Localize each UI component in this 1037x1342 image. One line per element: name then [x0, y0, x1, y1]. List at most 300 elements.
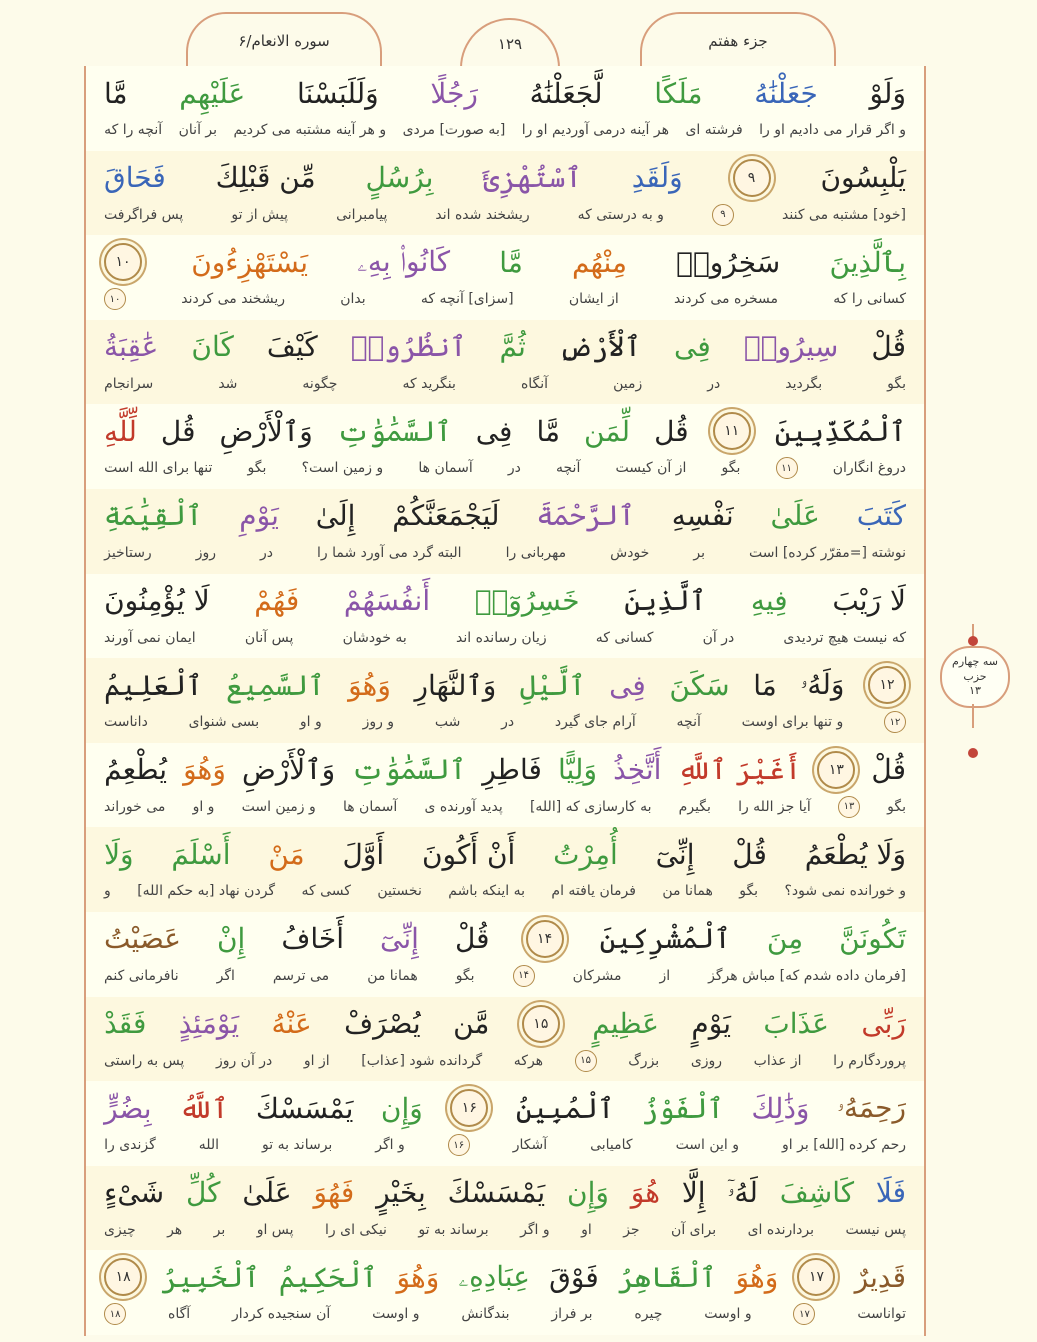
- translation-word: پس فراگرفت: [104, 206, 184, 223]
- arabic-word: وَلَا يُطْعَمُ: [804, 837, 906, 871]
- translation-word: [فرمان داده شدم که] مباش هرگز: [708, 967, 906, 984]
- translation-word: الله: [198, 1137, 220, 1154]
- arabic-word: عَنْهُ: [271, 1007, 312, 1041]
- arabic-word: مِّن قَبْلِكَ: [215, 161, 316, 195]
- verse-number-small: ۱۰: [104, 288, 126, 310]
- verse-row: [86, 997, 924, 1082]
- arabic-word: ٱللَّهُ: [179, 1091, 229, 1125]
- arabic-word: ٱلْفَوْزُ: [641, 1091, 724, 1125]
- translation-line: [104, 1047, 906, 1075]
- translation-word: [سزای] آنچه که: [420, 291, 514, 308]
- arabic-word: وَهُوَ: [183, 753, 226, 787]
- arabic-line: [104, 1001, 906, 1047]
- hizb-quarter-label: سه چهارم: [952, 654, 998, 668]
- verse-number-small: ۱۶: [448, 1134, 470, 1156]
- arabic-word: رَحِمَهُۥ: [836, 1091, 906, 1125]
- arabic-word: مَّا: [499, 245, 523, 279]
- arabic-word: مَّا: [104, 76, 128, 110]
- arabic-word: جَعَلْنَٰهُ: [754, 76, 818, 110]
- arabic-word: قَدِيرٌ: [854, 1260, 906, 1294]
- translation-word: پدید آورنده ی: [424, 798, 503, 815]
- arabic-line: [104, 831, 906, 877]
- translation-word: بسی شنوای: [188, 714, 260, 731]
- arabic-word: فَاطِرِ: [482, 753, 542, 787]
- translation-word: بگو: [887, 375, 906, 392]
- translation-word: و به درستی که: [577, 206, 664, 223]
- arabic-line: [104, 155, 906, 201]
- verse-number-small: ۱۸: [104, 1303, 126, 1325]
- translation-word: مشرکان: [572, 967, 622, 984]
- arabic-word: فَهُمْ: [254, 584, 300, 618]
- arabic-word: ٱلسَّمَٰوَٰتِ: [351, 753, 467, 787]
- arabic-word: يَسْتَهْزِءُونَ: [191, 245, 309, 279]
- translation-word: و اگر: [375, 1137, 405, 1154]
- verse-number-small: ۱۳: [838, 796, 860, 818]
- translation-word: البته گرد می آورد شما را: [317, 544, 462, 561]
- arabic-word: فِيهِ: [750, 584, 788, 618]
- translation-word: بگو: [455, 967, 475, 984]
- arabic-word: وَلَوْ: [869, 76, 906, 110]
- translation-word: آنچه: [676, 714, 701, 731]
- arabic-word: سَكَنَ: [669, 668, 730, 702]
- arabic-word: يُصْرَفْ: [344, 1007, 421, 1041]
- verse-number-marker: ۱۴: [526, 920, 564, 958]
- translation-word: جز: [623, 1221, 640, 1238]
- translation-word: همانا من: [662, 883, 713, 900]
- arabic-word: بِٱلَّذِينَ: [829, 245, 906, 279]
- verse-row: [86, 574, 924, 659]
- translation-word: و زمین است؟: [301, 460, 384, 477]
- arabic-word: ٱلْعَلِيمُ: [104, 668, 203, 702]
- translation-line: [104, 116, 906, 144]
- arabic-word: ٱلْمُكَذِّبِينَ: [774, 414, 906, 448]
- translation-line: [104, 1300, 906, 1328]
- translation-word: آنچه را که: [104, 122, 163, 138]
- arabic-word: عَصَيْتُ: [104, 922, 181, 956]
- translation-word: کسانی را که: [833, 291, 906, 308]
- verse-number-marker: ۱۱: [713, 412, 751, 450]
- translation-word: برساند به تو: [262, 1137, 333, 1154]
- translation-word: کسانی که: [595, 629, 654, 646]
- arabic-word: إِلَّا: [681, 1176, 706, 1210]
- translation-word: گردانده شود [عذاب]: [361, 1052, 483, 1069]
- arabic-word: لِّلَّهِ: [104, 414, 137, 448]
- arabic-word: ٱلْقِيَٰمَةِ: [104, 499, 203, 533]
- quran-page-frame: [84, 66, 926, 1336]
- arabic-word: يَمْسَسْكَ: [255, 1091, 354, 1125]
- arabic-word: أَنْ أَكُونَ: [421, 837, 516, 871]
- translation-word: کسی که: [301, 883, 351, 900]
- arabic-word: ٱلَّيْلِ: [519, 668, 586, 702]
- arabic-word: تَكُونَنَّ: [839, 922, 906, 956]
- arabic-word: بِرُسُلٍ: [365, 161, 434, 195]
- arabic-word: ٱلسَّمِيعُ: [226, 668, 325, 702]
- translation-word: شد: [218, 375, 238, 392]
- verse-number-marker: ۱۵: [522, 1005, 560, 1043]
- verse-row: [86, 66, 924, 151]
- verse-row: [86, 320, 924, 405]
- arabic-word: لَهُۥٓ: [727, 1175, 758, 1209]
- arabic-word: مَلَكًا: [654, 76, 703, 110]
- arabic-word: وَلِيًّا: [557, 753, 597, 787]
- translation-word: و او: [299, 714, 322, 731]
- arabic-word: ٱلْحَكِيمُ: [278, 1260, 378, 1294]
- translation-word: پس آنان: [244, 629, 294, 646]
- surah-title: سوره الانعام/۶: [186, 12, 382, 68]
- translation-word: در: [707, 375, 721, 392]
- arabic-word: ٱلَّذِينَ: [624, 584, 707, 618]
- translation-word: تواناست: [857, 1306, 906, 1323]
- translation-line: [104, 285, 906, 313]
- arabic-word: ٱلْخَبِيرُ: [161, 1260, 260, 1294]
- translation-word: از ایشان: [568, 291, 619, 308]
- translation-word: بر آنان: [178, 122, 218, 138]
- translation-word: فرمان یافته ام: [551, 883, 636, 900]
- translation-word: بزرگ: [628, 1052, 660, 1069]
- arabic-word: عَظِيمٍ: [592, 1007, 659, 1041]
- translation-word: و تنها برای اوست: [741, 714, 844, 731]
- translation-word: به کارسازی که [الله]: [529, 798, 652, 815]
- arabic-word: أَنفُسَهُمْ: [343, 584, 431, 618]
- arabic-word: ٱلْأَرْضِ: [558, 330, 641, 364]
- translation-word: چیزی: [104, 1221, 136, 1238]
- arabic-word: كُلِّ: [185, 1176, 221, 1210]
- verse-number-marker: ۱۸: [104, 1258, 142, 1296]
- translation-word: بر فراز: [551, 1306, 593, 1323]
- arabic-word: هُوَ: [630, 1176, 660, 1210]
- translation-word: پس به راستی: [104, 1052, 185, 1069]
- translation-word: آشکار: [512, 1137, 548, 1154]
- arabic-word: سَخِرُوا۟: [676, 245, 781, 279]
- translation-word: [به صورت] مردی: [402, 122, 506, 138]
- translation-word: در: [501, 714, 515, 731]
- arabic-word: أُمِرْتُ: [553, 837, 618, 871]
- arabic-line: [104, 1085, 906, 1131]
- translation-line: [104, 877, 906, 905]
- arabic-word: فَهُوَ: [313, 1176, 355, 1210]
- arabic-word: عِبَادِهِۦ: [458, 1260, 530, 1294]
- translation-word: او: [581, 1221, 592, 1238]
- verse-row: [86, 404, 924, 489]
- verse-number-marker: ۱۶: [450, 1089, 488, 1127]
- arabic-word: أَسْلَمَ: [171, 837, 231, 871]
- translation-word: پیامبرانی: [336, 206, 388, 223]
- arabic-word: عَلَىٰ: [242, 1176, 292, 1210]
- arabic-word: قُلْ: [871, 753, 906, 787]
- arabic-word: وَهُوَ: [735, 1260, 779, 1294]
- arabic-word: كَانُوا۟ بِهِۦ: [357, 245, 451, 279]
- translation-word: و زمین است: [241, 798, 316, 815]
- arabic-word: رَجُلًا: [430, 76, 478, 110]
- verse-row: [86, 743, 924, 828]
- arabic-word: أَغَيْرَ ٱللَّهِ: [677, 753, 802, 787]
- arabic-word: ٱلْمُبِينُ: [515, 1091, 615, 1125]
- verse-number-small: ۱۵: [575, 1050, 597, 1072]
- translation-word: برساند به تو: [418, 1221, 489, 1238]
- arabic-word: ٱلرَّحْمَةَ: [536, 499, 635, 533]
- arabic-word: يُطْعِمُ: [104, 753, 168, 787]
- arabic-word: خَسِرُوٓا۟: [474, 584, 580, 618]
- arabic-word: يَلْبِسُونَ: [820, 161, 906, 195]
- translation-word: روزی: [690, 1052, 723, 1069]
- translation-word: سرانجام: [104, 375, 154, 392]
- arabic-word: عَذَابَ: [763, 1007, 829, 1041]
- arabic-word: فَحَاقَ: [104, 161, 166, 195]
- translation-word: و اگر: [520, 1221, 550, 1238]
- verse-number-small: ۹: [712, 204, 734, 226]
- translation-word: بگو: [887, 798, 906, 815]
- translation-word: بگیرم: [678, 798, 711, 815]
- translation-word: زیان رسانده اند: [456, 629, 547, 646]
- arabic-word: فَلَا: [875, 1176, 906, 1210]
- translation-line: [104, 624, 906, 652]
- arabic-word: أَوَّلَ: [342, 837, 385, 871]
- page-header: [0, 0, 1037, 66]
- hizb-box: [940, 646, 1010, 708]
- arabic-word: لَا يُؤْمِنُونَ: [104, 584, 210, 618]
- translation-word: و اوست: [372, 1306, 420, 1323]
- arabic-word: وَلَا: [104, 837, 134, 871]
- arabic-word: بِضُرٍّ: [104, 1091, 152, 1125]
- arabic-line: [104, 408, 906, 454]
- translation-line: [104, 1131, 906, 1159]
- arabic-word: يَوْمَئِذٍ: [178, 1007, 240, 1041]
- translation-word: شب: [434, 714, 461, 731]
- verse-number-small: ۱۲: [884, 711, 906, 733]
- verse-number-small: ۱۴: [513, 965, 535, 987]
- translation-word: اگر: [216, 967, 235, 984]
- page-number: ۱۲۹: [460, 18, 560, 68]
- translation-word: چیره: [634, 1306, 663, 1323]
- arabic-word: نَفْسِهِ: [671, 499, 734, 533]
- arabic-word: وَٱلْأَرْضِ: [241, 753, 336, 787]
- translation-word: از آن کیست: [615, 460, 687, 477]
- arabic-line: [104, 493, 906, 539]
- translation-word: در آن: [702, 629, 735, 646]
- arabic-line: [104, 324, 906, 370]
- arabic-word: وَٱلنَّهَارِ: [414, 668, 497, 702]
- translation-word: پیش از تو: [231, 206, 289, 223]
- translation-word: مهربانی را: [505, 544, 567, 561]
- translation-word: بگو: [739, 883, 759, 900]
- translation-word: آرام جای گیرد: [554, 714, 636, 731]
- translation-word: می خوراند: [104, 798, 166, 815]
- arabic-word: عَلَىٰ: [770, 499, 820, 533]
- translation-word: دروغ انگاران: [832, 460, 906, 477]
- translation-word: آنچه: [556, 460, 581, 477]
- verse-row: [86, 827, 924, 912]
- translation-word: پس او: [256, 1221, 294, 1238]
- arabic-word: ٱلسَّمَٰوَٰتِ: [336, 414, 452, 448]
- verse-number-marker: ۱۰: [104, 243, 142, 281]
- arabic-word: سِيرُوا۟: [743, 330, 839, 364]
- translation-word: رحم کرده [الله] بر او: [782, 1137, 906, 1154]
- arabic-word: كَتَبَ: [856, 499, 906, 533]
- translation-word: بنگرید که: [402, 375, 456, 392]
- translation-word: هرکه: [513, 1052, 544, 1069]
- translation-word: در آن روز: [215, 1052, 273, 1069]
- arabic-line: [104, 747, 906, 793]
- verse-row: [86, 489, 924, 574]
- translation-word: بگردید: [785, 375, 823, 392]
- translation-word: نخستین: [377, 883, 422, 900]
- translation-word: بندگانش: [461, 1306, 510, 1323]
- hizb-label: حزب: [963, 669, 987, 683]
- arabic-word: وَإِن: [380, 1091, 423, 1125]
- translation-word: بر: [213, 1221, 226, 1238]
- arabic-word: أَتَّخِذُ: [613, 753, 662, 787]
- translation-word: آگاه: [167, 1306, 191, 1323]
- arabic-word: كَانَ: [191, 330, 234, 364]
- arabic-word: شَىْءٍ: [104, 1176, 165, 1210]
- verse-number-marker: ۱۷: [797, 1258, 835, 1296]
- arabic-word: وَذَٰلِكَ: [751, 1091, 810, 1125]
- translation-word: همانا من: [367, 967, 418, 984]
- translation-word: از او: [303, 1052, 330, 1069]
- verse-number-marker: ۱۲: [868, 666, 906, 704]
- arabic-word: وَلَلَبَسْنَا: [296, 76, 379, 110]
- translation-word: [خود] مشتبه می کنند: [782, 206, 906, 223]
- verse-number-small: ۱۷: [793, 1303, 815, 1325]
- translation-word: داناست: [104, 714, 148, 731]
- translation-word: آیا جز الله را: [738, 798, 811, 815]
- arabic-word: يَوْمِ: [239, 499, 279, 533]
- translation-word: آسمان ها: [342, 798, 398, 815]
- verse-row: [86, 658, 924, 743]
- arabic-word: قُلْ: [732, 837, 767, 871]
- translation-word: نافرمانی کنم: [104, 967, 179, 984]
- arabic-word: كَيْفَ: [266, 330, 318, 364]
- arabic-word: وَإِن: [567, 1176, 609, 1210]
- arabic-word: فِى: [609, 668, 646, 702]
- arabic-word: مَّا: [536, 414, 560, 448]
- verse-row: [86, 151, 924, 236]
- translation-line: [104, 370, 906, 398]
- arabic-word: إِنِّىٓ: [380, 922, 419, 956]
- translation-word: و او: [192, 798, 215, 815]
- translation-word: و خورانده نمی شود؟: [784, 883, 906, 900]
- arabic-word: أَخَافُ: [281, 922, 344, 956]
- translation-word: گزندی را: [104, 1137, 156, 1154]
- verse-row: [86, 235, 924, 320]
- translation-word: آن سنجیده کردار: [232, 1306, 331, 1323]
- translation-word: مسخره می کردند: [674, 291, 779, 308]
- arabic-word: ٱسْتُهْزِئَ: [483, 161, 582, 195]
- translation-word: که نیست هیچ تردیدی: [783, 629, 906, 646]
- translation-word: به اینکه باشم: [448, 883, 526, 900]
- arabic-line: [104, 662, 906, 708]
- arabic-line: [104, 1170, 906, 1216]
- translation-word: از عذاب: [753, 1052, 802, 1069]
- translation-word: آنگاه: [520, 375, 549, 392]
- translation-word: گردن نهاد [به حکم الله]: [137, 883, 276, 900]
- arabic-word: وَلَهُۥ: [800, 668, 845, 702]
- translation-word: می ترسم: [272, 967, 330, 984]
- translation-word: در: [507, 460, 521, 477]
- verse-rows: [86, 66, 924, 1336]
- arabic-word: مِنَ: [766, 922, 804, 956]
- arabic-word: ٱنظُرُوا۟: [350, 330, 467, 364]
- translation-line: [104, 793, 906, 821]
- arabic-word: لَّجَعَلْنَٰهُ: [529, 76, 603, 110]
- translation-word: بگو: [247, 460, 267, 477]
- translation-word: ریشخند شده اند: [435, 206, 530, 223]
- translation-word: نوشته [=مقرّر کرده] است: [749, 544, 906, 561]
- translation-word: ایمان نمی آورند: [104, 629, 196, 646]
- translation-line: [104, 454, 906, 482]
- translation-word: و: [104, 883, 111, 900]
- arabic-word: مِنْهُم: [571, 245, 627, 279]
- arabic-line: [104, 578, 906, 624]
- translation-word: رستاخیز: [104, 544, 152, 561]
- arabic-line: [104, 70, 906, 116]
- arabic-word: ثُمَّ: [499, 330, 526, 364]
- translation-word: برای آن: [671, 1221, 717, 1238]
- arabic-word: مَّن: [453, 1007, 490, 1041]
- arabic-word: قُلْ: [871, 330, 906, 364]
- arabic-word: يَوْمٍ: [691, 1007, 731, 1041]
- arabic-word: يَمْسَسْكَ: [447, 1176, 546, 1210]
- translation-word: و اوست: [704, 1306, 752, 1323]
- translation-word: بر: [693, 544, 705, 561]
- translation-word: زمین: [613, 375, 643, 392]
- verse-number-marker: ۱۳: [817, 751, 855, 789]
- translation-word: کامیابی: [590, 1137, 633, 1154]
- translation-word: پس نیست: [845, 1221, 906, 1238]
- translation-word: تنها برای الله است: [104, 460, 213, 477]
- translation-word: و این است: [675, 1137, 740, 1154]
- verse-row: [86, 1166, 924, 1251]
- translation-word: از: [659, 967, 671, 984]
- arabic-word: مَنْ: [268, 837, 305, 871]
- arabic-word: لَا رَيْبَ: [832, 584, 906, 618]
- juz-title: جزء هفتم: [640, 12, 836, 68]
- arabic-word: فِى: [674, 330, 711, 364]
- translation-line: [104, 1216, 906, 1244]
- translation-word: خودش: [610, 544, 650, 561]
- arabic-word: قُل: [654, 414, 689, 448]
- arabic-word: وَهُوَ: [396, 1260, 440, 1294]
- arabic-word: وَهُوَ: [348, 668, 391, 702]
- translation-line: [104, 962, 906, 990]
- translation-word: هر: [167, 1221, 183, 1238]
- verse-number-marker: ۹: [733, 159, 771, 197]
- arabic-word: ٱلْقَاهِرُ: [617, 1260, 717, 1294]
- arabic-word: عَلَيْهِم: [179, 76, 246, 110]
- hizb-number: ۱۳: [969, 684, 981, 698]
- translation-word: و هر آینه مشتبه می کردیم: [233, 122, 387, 138]
- translation-word: نیکی ای را: [325, 1221, 387, 1238]
- translation-word: آسمان ها: [418, 460, 473, 477]
- arabic-word: كَاشِفَ: [779, 1176, 855, 1210]
- arabic-line: [104, 1254, 906, 1300]
- arabic-word: عَٰقِبَةُ: [104, 330, 159, 364]
- arabic-line: [104, 916, 906, 962]
- arabic-word: قُلْ: [454, 922, 490, 956]
- translation-word: پروردگارم را: [833, 1052, 906, 1069]
- translation-line: [104, 539, 906, 567]
- translation-word: بگو: [721, 460, 741, 477]
- translation-word: روز: [195, 544, 216, 561]
- translation-word: هر آینه درمی آوردیم او را: [521, 122, 669, 138]
- arabic-word: فَوْقَ: [549, 1260, 599, 1294]
- translation-word: در: [260, 544, 274, 561]
- arabic-word: ٱلْمُشْرِكِينَ: [599, 922, 731, 956]
- hizb-marker: [936, 596, 1010, 746]
- arabic-word: إِلَىٰ: [315, 499, 356, 533]
- arabic-word: لَيَجْمَعَنَّكُمْ: [392, 499, 500, 533]
- arabic-word: بِخَيْرٍ: [376, 1176, 426, 1210]
